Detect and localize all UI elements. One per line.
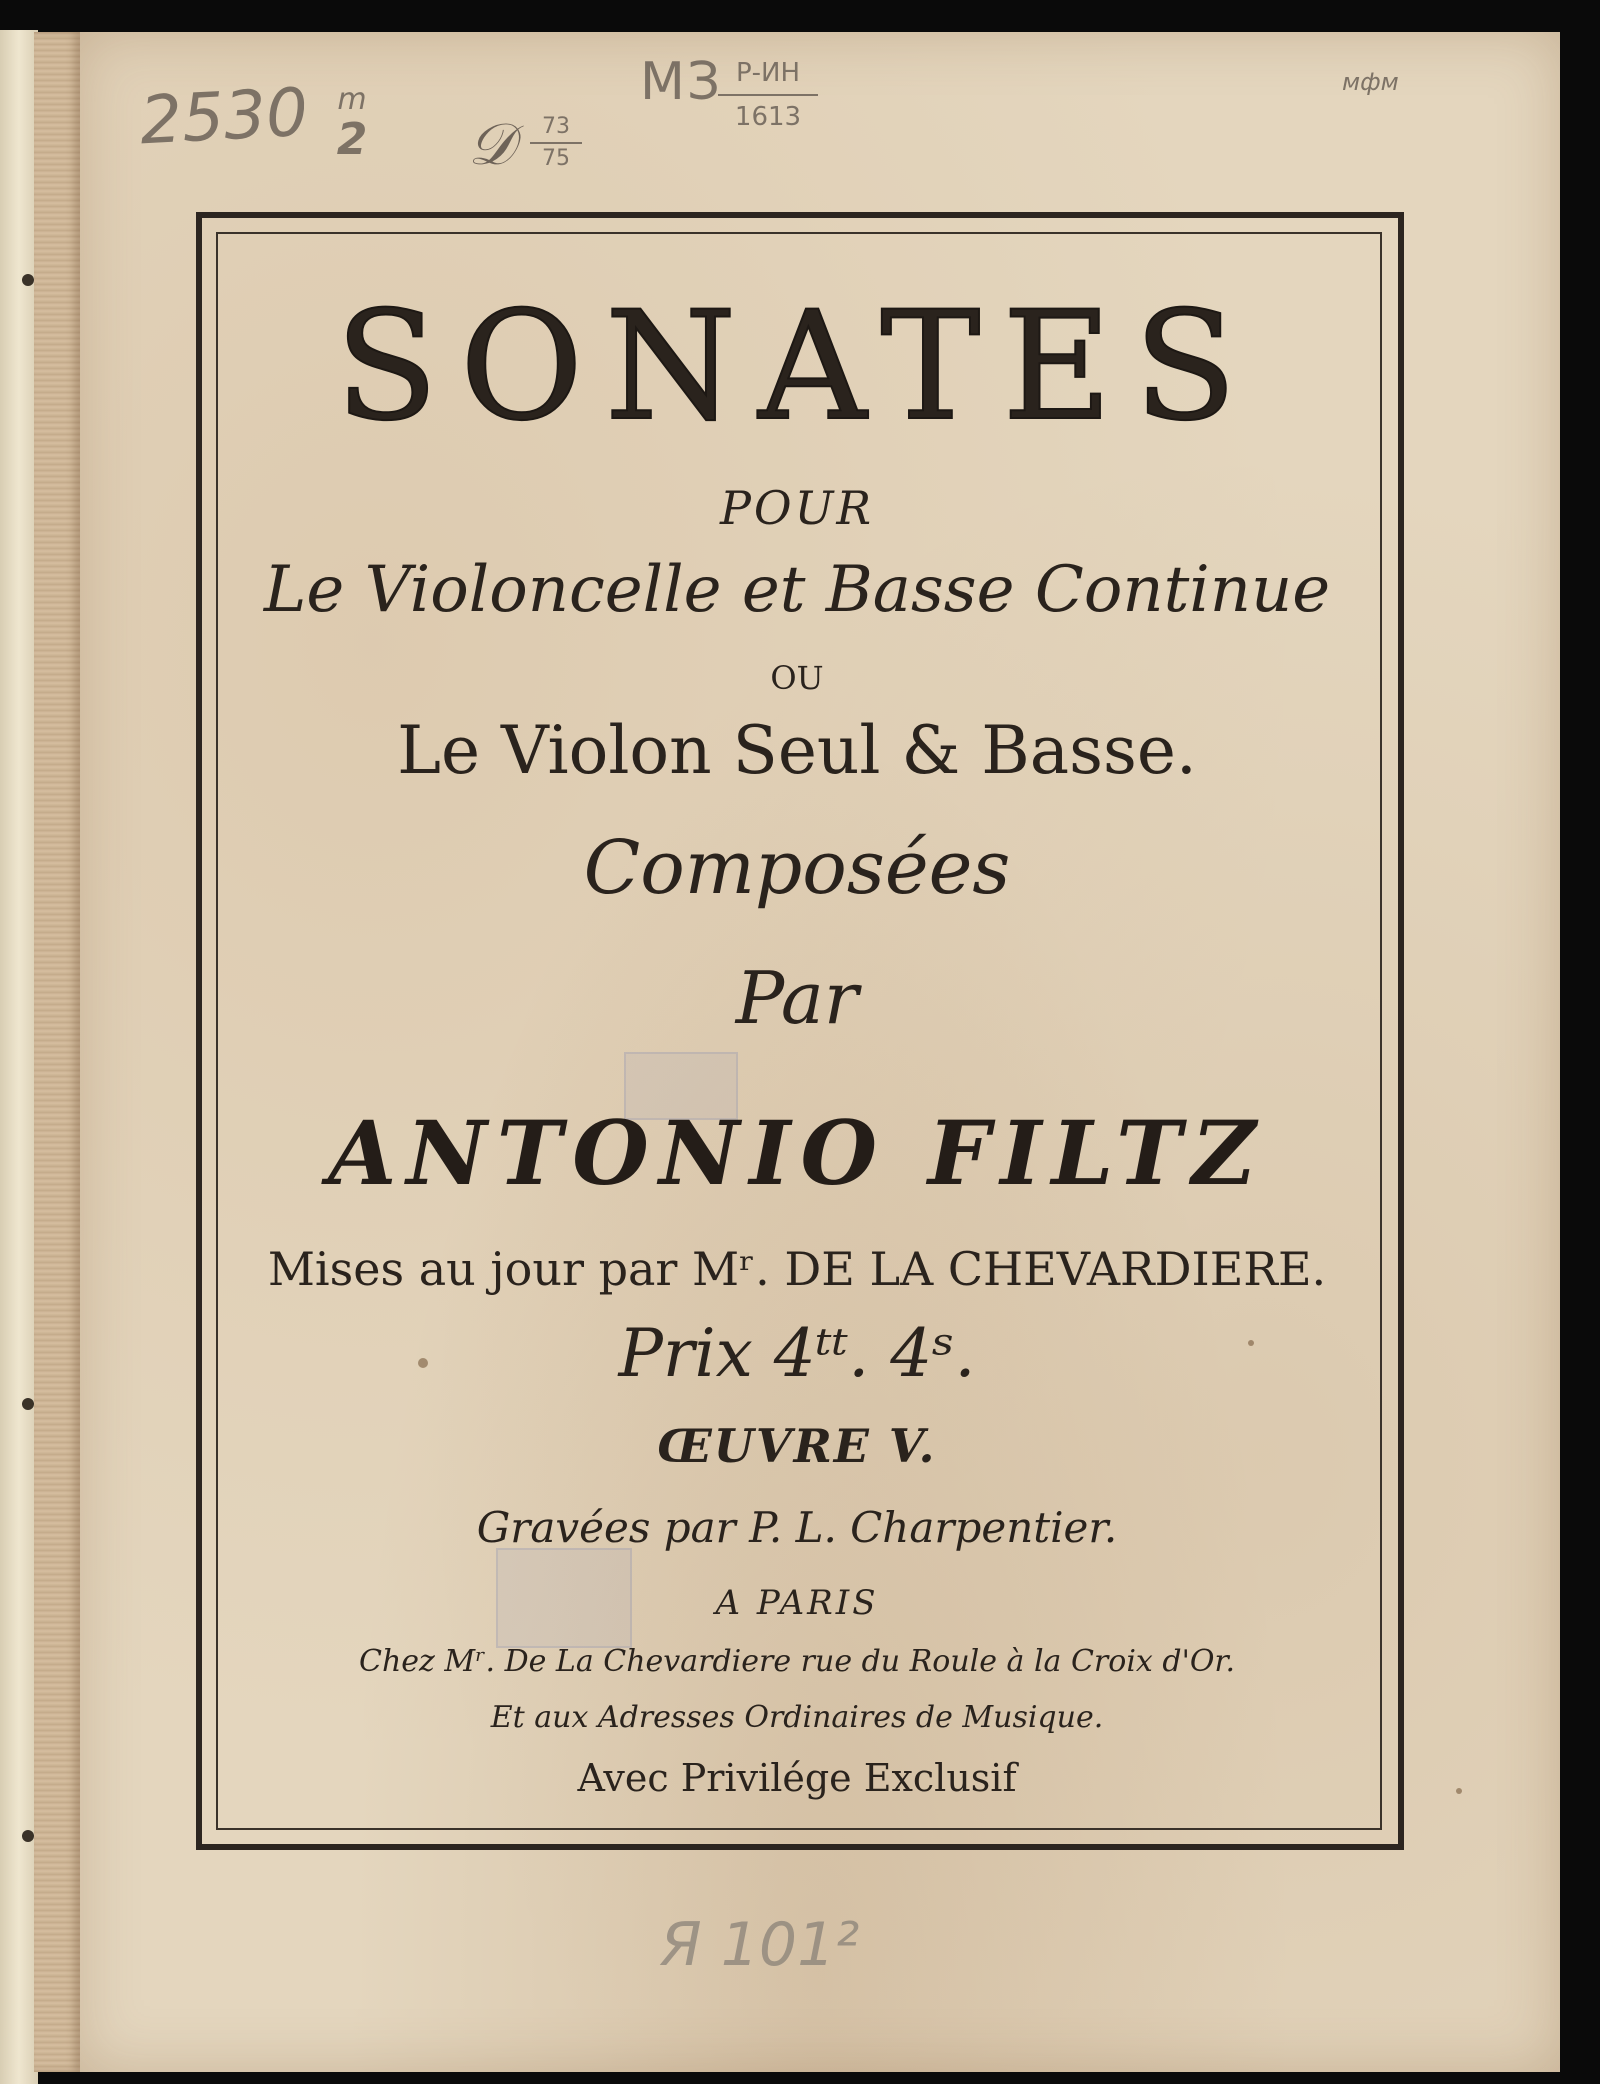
shelf-mark-fraction <box>322 80 382 165</box>
fund-fraction-top: Р-ИН <box>718 52 818 96</box>
old-shelf-mark: 𝒟 <box>468 110 515 178</box>
corner-mark: мфм <box>1342 68 1399 96</box>
foxing-spot <box>1456 1788 1462 1794</box>
price: Prix 4ᵗᵗ. 4ˢ. <box>618 1315 976 1392</box>
bottom-mark: Я 101² <box>660 1910 860 1980</box>
shelf-mark <box>138 74 310 160</box>
stitch-hole <box>22 1398 34 1410</box>
binding-board <box>0 30 38 2084</box>
ou-label: OU <box>770 659 824 697</box>
composed-label: Composées <box>583 825 1011 911</box>
pour-label: POUR <box>719 481 875 535</box>
publisher-line: Mises au jour par Mʳ. DE LA CHEVARDIERE. <box>267 1242 1327 1296</box>
shelf-fraction-top: m <box>337 82 367 117</box>
shelf-fraction-bottom: 2 <box>336 114 368 165</box>
engraver-line: Gravées par P. L. Charpentier. <box>476 1503 1118 1552</box>
instruments-line-1: Le Violoncelle et Basse Continue <box>263 553 1331 627</box>
fund-code: МЗ <box>640 52 723 112</box>
privilege-line: Avec Privilége Exclusif <box>577 1756 1017 1800</box>
opus-number: ŒUVRE V. <box>657 1419 937 1473</box>
by-label: Par <box>735 956 859 1040</box>
address-line: Chez Mʳ. De La Chevardiere rue du Roule à la Croix d'Or. <box>359 1644 1235 1679</box>
composer-name: ANTONIO FILTZ <box>328 1101 1266 1205</box>
old-shelf-fraction <box>530 112 582 174</box>
stitch-hole <box>22 274 34 286</box>
old-shelf-top: 73 <box>530 112 582 144</box>
old-shelf-bottom: 75 <box>542 146 570 171</box>
page-title: SONATES <box>335 280 1259 454</box>
binding-spine <box>34 32 80 2072</box>
instruments-line-2: Le Violon Seul & Basse. <box>397 712 1197 789</box>
fund-fraction <box>718 52 818 138</box>
city-label: A PARIS <box>715 1583 879 1623</box>
other-addresses-line: Et aux Adresses Ordinaires de Musique. <box>490 1700 1104 1735</box>
shelf-number: 2530 <box>138 73 310 160</box>
stitch-hole <box>22 1830 34 1842</box>
fund-fraction-bottom: 1613 <box>734 102 802 132</box>
